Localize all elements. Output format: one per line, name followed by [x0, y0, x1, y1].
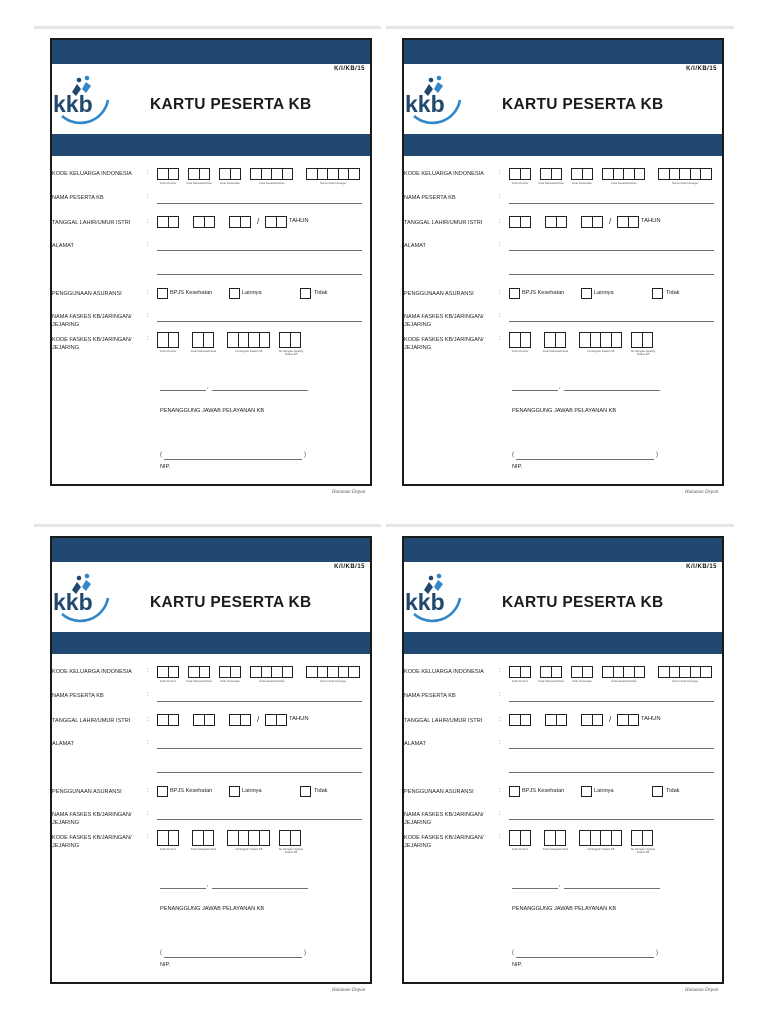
paren-open: ( [160, 950, 162, 956]
box-kecamatan[interactable] [571, 168, 592, 180]
colon: : [499, 194, 501, 200]
signature-line[interactable] [164, 957, 302, 958]
caption: Kode Desa/Kelurahan [611, 182, 637, 185]
paren-open: ( [512, 950, 514, 956]
caption: No Jaringan/ Jejaring Faskes KB [278, 848, 304, 854]
label-kode-faskes: KODE FASKES KB/JARINGAN/ JEJARING [52, 835, 132, 849]
label-nama-faskes: NAMA FASKES KB/JARINGAN/ JEJARING [52, 812, 132, 826]
box-desa[interactable] [602, 168, 644, 180]
nama-peserta-line[interactable] [157, 701, 362, 702]
box-provinsi[interactable] [509, 666, 530, 678]
caption: Kode Provinsi [511, 848, 528, 851]
caption: No Register Faskes KB [235, 848, 263, 851]
card-title: KARTU PESERTA KB [150, 96, 312, 113]
colon: : [147, 740, 149, 746]
colon: : [147, 717, 149, 723]
colon: : [147, 788, 149, 794]
caption: Kode Kabupaten/Kota [190, 848, 217, 851]
colon: : [499, 668, 501, 674]
date-line[interactable] [212, 390, 308, 391]
checkbox-tidak[interactable] [300, 786, 311, 797]
header-band [404, 538, 722, 562]
slash: / [257, 715, 260, 724]
label-tanggal-lahir: TANGGAL LAHIR/UMUR ISTRI [404, 220, 483, 226]
option-lainnya: Lainnya [594, 788, 614, 794]
box-faskes-kabupaten[interactable] [192, 830, 213, 846]
date-line[interactable] [212, 888, 308, 889]
box-bulan[interactable] [193, 216, 214, 228]
box-bulan[interactable] [545, 714, 566, 726]
box-nomor-keluarga[interactable] [306, 168, 359, 180]
caption: No Register Faskes KB [587, 350, 615, 353]
halaman-depan-label: Halaman Depan [685, 490, 719, 495]
page-separator-top-left [34, 26, 381, 29]
checkbox-tidak[interactable] [300, 288, 311, 299]
alamat-line-1[interactable] [509, 748, 714, 749]
caption: Kode Kabupaten/Kota [190, 350, 217, 353]
box-tahun-lahir[interactable] [581, 714, 602, 726]
paren-open: ( [160, 452, 162, 458]
logo-text: kkb [405, 589, 445, 615]
label-alamat: ALAMAT [404, 243, 426, 249]
caption: Kode Desa/Kelurahan [259, 680, 285, 683]
box-provinsi[interactable] [157, 666, 178, 678]
box-faskes-register[interactable] [579, 830, 621, 846]
form-code: K/I/KB/15 [686, 66, 717, 72]
colon: : [499, 336, 501, 342]
card-title: KARTU PESERTA KB [502, 594, 664, 611]
label-nama-peserta: NAMA PESERTA KB [404, 693, 456, 699]
caption: Kode Provinsi [159, 350, 176, 353]
box-faskes-provinsi[interactable] [157, 332, 178, 348]
option-bpjs: BPJS Kesehatan [170, 788, 213, 794]
kartu-peserta-kb-card [50, 536, 372, 984]
paren-close: ) [304, 950, 306, 956]
colon: : [499, 717, 501, 723]
comma: , [559, 882, 561, 888]
halaman-depan-label: Halaman Depan [332, 490, 366, 495]
checkbox-tidak[interactable] [652, 786, 663, 797]
alamat-line-1[interactable] [509, 250, 714, 251]
place-line[interactable] [160, 390, 206, 391]
caption: Nomor Kode Keluarga [672, 680, 698, 683]
place-line[interactable] [160, 888, 206, 889]
box-bulan[interactable] [545, 216, 566, 228]
box-kabupaten[interactable] [540, 168, 561, 180]
paren-open: ( [512, 452, 514, 458]
colon: : [499, 740, 501, 746]
paren-close: ) [304, 452, 306, 458]
caption: Kode Provinsi [511, 350, 528, 353]
section-band [404, 134, 722, 156]
option-bpjs: BPJS Kesehatan [522, 788, 565, 794]
label-nama-peserta: NAMA PESERTA KB [404, 195, 456, 201]
colon: : [147, 313, 149, 319]
option-bpjs: BPJS Kesehatan [522, 290, 565, 296]
box-desa[interactable] [250, 168, 292, 180]
box-tahun-lahir[interactable] [229, 714, 250, 726]
nip-label: NIP. [160, 464, 171, 470]
label-asuransi: PENGGUNAAN ASURANSI [52, 789, 122, 795]
caption: No Register Faskes KB [235, 350, 263, 353]
nama-peserta-line[interactable] [509, 701, 714, 702]
label-kode-faskes: KODE FASKES KB/JARINGAN/ JEJARING [404, 337, 484, 351]
box-provinsi[interactable] [509, 168, 530, 180]
form-code: K/I/KB/15 [686, 564, 717, 570]
colon: : [147, 811, 149, 817]
colon: : [147, 290, 149, 296]
signature-line[interactable] [164, 459, 302, 460]
caption: Kode Desa/Kelurahan [611, 680, 637, 683]
box-umur[interactable] [265, 216, 286, 228]
label-asuransi: PENGGUNAAN ASURANSI [404, 291, 474, 297]
checkbox-lainnya[interactable] [229, 786, 240, 797]
box-faskes-provinsi[interactable] [157, 830, 178, 846]
label-kode-keluarga: KODE KELUARGA INDONESIA [52, 669, 132, 675]
box-umur[interactable] [265, 714, 286, 726]
caption: Kode Provinsi [159, 680, 176, 683]
halaman-depan-label: Halaman Depan [685, 988, 719, 993]
caption: Kode Kabupaten/Kota [186, 182, 212, 185]
penanggung-jawab-label: PENANGGUNG JAWAB PELAYANAN KB [160, 906, 265, 912]
caption: No Jaringan/ Jejaring Faskes KB [630, 350, 656, 356]
box-tanggal[interactable] [509, 714, 530, 726]
nama-peserta-line[interactable] [509, 203, 714, 204]
comma: , [207, 882, 209, 888]
label-kode-faskes: KODE FASKES KB/JARINGAN/ JEJARING [52, 337, 132, 351]
option-tidak: Tidak [666, 788, 680, 794]
alamat-line-2[interactable] [509, 772, 714, 773]
label-alamat: ALAMAT [52, 243, 74, 249]
caption: Kode Kecamatan [572, 680, 592, 683]
option-tidak: Tidak [314, 290, 328, 296]
date-line[interactable] [564, 888, 660, 889]
colon: : [499, 811, 501, 817]
colon: : [147, 336, 149, 342]
label-asuransi: PENGGUNAAN ASURANSI [52, 291, 122, 297]
label-nama-peserta: NAMA PESERTA KB [52, 195, 104, 201]
option-lainnya: Lainnya [594, 290, 614, 296]
label-kode-keluarga: KODE KELUARGA INDONESIA [404, 171, 484, 177]
label-asuransi: PENGGUNAAN ASURANSI [404, 789, 474, 795]
label-nama-faskes: NAMA FASKES KB/JARINGAN/ JEJARING [52, 314, 132, 328]
box-tahun-lahir[interactable] [581, 216, 602, 228]
box-tahun-lahir[interactable] [229, 216, 250, 228]
nama-faskes-line[interactable] [509, 819, 714, 820]
paren-close: ) [656, 950, 658, 956]
label-kode-keluarga: KODE KELUARGA INDONESIA [404, 669, 484, 675]
penanggung-jawab-label: PENANGGUNG JAWAB PELAYANAN KB [512, 906, 617, 912]
header-band [404, 40, 722, 64]
box-kecamatan[interactable] [219, 168, 240, 180]
caption: No Jaringan/ Jejaring Faskes KB [278, 350, 304, 356]
box-kabupaten[interactable] [540, 666, 561, 678]
halaman-depan-label: Halaman Depan [332, 988, 366, 993]
nama-faskes-line[interactable] [157, 819, 362, 820]
slash: / [609, 217, 612, 226]
option-lainnya: Lainnya [242, 788, 262, 794]
box-kabupaten[interactable] [188, 666, 209, 678]
kartu-peserta-kb-card [50, 38, 372, 486]
kkb-logo [52, 564, 114, 630]
colon: : [147, 692, 149, 698]
caption: Kode Kecamatan [220, 182, 240, 185]
colon: : [147, 668, 149, 674]
form-code: K/I/KB/15 [334, 564, 365, 570]
box-faskes-provinsi[interactable] [509, 332, 530, 348]
colon: : [499, 692, 501, 698]
colon: : [499, 313, 501, 319]
page-separator-top-right [386, 26, 734, 29]
checkbox-bpjs[interactable] [157, 288, 168, 299]
header-band [52, 40, 370, 64]
card-title: KARTU PESERTA KB [150, 594, 312, 611]
caption: Kode Kabupaten/Kota [542, 350, 569, 353]
box-faskes-kabupaten[interactable] [544, 830, 565, 846]
colon: : [147, 242, 149, 248]
logo-text: kkb [53, 91, 93, 117]
place-line[interactable] [512, 390, 558, 391]
colon: : [499, 834, 501, 840]
tahun-label: TAHUN [641, 716, 661, 722]
tahun-label: TAHUN [289, 716, 309, 722]
checkbox-bpjs[interactable] [509, 786, 520, 797]
alamat-line-2[interactable] [509, 274, 714, 275]
colon: : [499, 290, 501, 296]
box-faskes-kabupaten[interactable] [544, 332, 565, 348]
caption: Nomor Kode Keluarga [320, 182, 346, 185]
page-separator-bottom-right [386, 524, 734, 527]
nama-faskes-line[interactable] [157, 321, 362, 322]
box-umur[interactable] [617, 714, 638, 726]
colon: : [499, 242, 501, 248]
box-faskes-jaringan[interactable] [631, 332, 652, 348]
nama-faskes-line[interactable] [509, 321, 714, 322]
kartu-peserta-kb-card [402, 536, 724, 984]
alamat-line-1[interactable] [157, 748, 362, 749]
tahun-label: TAHUN [641, 218, 661, 224]
nip-label: NIP. [512, 464, 523, 470]
option-tidak: Tidak [314, 788, 328, 794]
option-tidak: Tidak [666, 290, 680, 296]
caption: Kode Kecamatan [572, 182, 592, 185]
form-code: K/I/KB/15 [334, 66, 365, 72]
label-tanggal-lahir: TANGGAL LAHIR/UMUR ISTRI [52, 718, 131, 724]
label-nama-faskes: NAMA FASKES KB/JARINGAN/ JEJARING [404, 812, 484, 826]
box-faskes-jaringan[interactable] [279, 830, 300, 846]
label-alamat: ALAMAT [404, 741, 426, 747]
card-title: KARTU PESERTA KB [502, 96, 664, 113]
box-faskes-register[interactable] [227, 830, 269, 846]
date-line[interactable] [564, 390, 660, 391]
caption: Nomor Kode Keluarga [320, 680, 346, 683]
box-kabupaten[interactable] [188, 168, 209, 180]
box-desa[interactable] [250, 666, 292, 678]
caption: Kode Provinsi [511, 680, 528, 683]
label-kode-keluarga: KODE KELUARGA INDONESIA [52, 171, 132, 177]
box-provinsi[interactable] [157, 168, 178, 180]
box-faskes-provinsi[interactable] [509, 830, 530, 846]
checkbox-tidak[interactable] [652, 288, 663, 299]
option-lainnya: Lainnya [242, 290, 262, 296]
colon: : [499, 788, 501, 794]
colon: : [147, 219, 149, 225]
caption: Nomor Kode Keluarga [672, 182, 698, 185]
section-band [52, 134, 370, 156]
signature-line[interactable] [516, 957, 654, 958]
caption: No Jaringan/ Jejaring Faskes KB [630, 848, 656, 854]
box-kecamatan[interactable] [571, 666, 592, 678]
paren-close: ) [656, 452, 658, 458]
box-kecamatan[interactable] [219, 666, 240, 678]
caption: Kode Provinsi [159, 182, 176, 185]
box-faskes-jaringan[interactable] [279, 332, 300, 348]
kkb-logo [404, 66, 466, 132]
place-line[interactable] [512, 888, 558, 889]
slash: / [609, 715, 612, 724]
comma: , [207, 384, 209, 390]
slash: / [257, 217, 260, 226]
option-bpjs: BPJS Kesehatan [170, 290, 213, 296]
penanggung-jawab-label: PENANGGUNG JAWAB PELAYANAN KB [160, 408, 265, 414]
box-faskes-jaringan[interactable] [631, 830, 652, 846]
penanggung-jawab-label: PENANGGUNG JAWAB PELAYANAN KB [512, 408, 617, 414]
checkbox-lainnya[interactable] [581, 288, 592, 299]
caption: No Register Faskes KB [587, 848, 615, 851]
comma: , [559, 384, 561, 390]
checkbox-bpjs[interactable] [509, 288, 520, 299]
checkbox-bpjs[interactable] [157, 786, 168, 797]
caption: Kode Provinsi [511, 182, 528, 185]
caption: Kode Provinsi [159, 848, 176, 851]
box-faskes-register[interactable] [579, 332, 621, 348]
alamat-line-1[interactable] [157, 250, 362, 251]
box-tanggal[interactable] [157, 216, 178, 228]
box-faskes-kabupaten[interactable] [192, 332, 213, 348]
alamat-line-2[interactable] [157, 772, 362, 773]
label-tanggal-lahir: TANGGAL LAHIR/UMUR ISTRI [404, 718, 483, 724]
caption: Kode Desa/Kelurahan [259, 182, 285, 185]
header-band [52, 538, 370, 562]
tahun-label: TAHUN [289, 218, 309, 224]
box-faskes-register[interactable] [227, 332, 269, 348]
colon: : [147, 834, 149, 840]
box-nomor-keluarga[interactable] [658, 666, 711, 678]
checkbox-lainnya[interactable] [229, 288, 240, 299]
colon: : [147, 194, 149, 200]
caption: Kode Kabupaten/Kota [186, 680, 212, 683]
label-nama-faskes: NAMA FASKES KB/JARINGAN/ JEJARING [404, 314, 484, 328]
box-bulan[interactable] [193, 714, 214, 726]
alamat-line-2[interactable] [157, 274, 362, 275]
section-band [404, 632, 722, 654]
box-desa[interactable] [602, 666, 644, 678]
box-umur[interactable] [617, 216, 638, 228]
box-nomor-keluarga[interactable] [306, 666, 359, 678]
nama-peserta-line[interactable] [157, 203, 362, 204]
caption: Kode Kabupaten/Kota [538, 182, 564, 185]
box-nomor-keluarga[interactable] [658, 168, 711, 180]
label-kode-faskes: KODE FASKES KB/JARINGAN/ JEJARING [404, 835, 484, 849]
box-tanggal[interactable] [509, 216, 530, 228]
checkbox-lainnya[interactable] [581, 786, 592, 797]
label-tanggal-lahir: TANGGAL LAHIR/UMUR ISTRI [52, 220, 131, 226]
signature-line[interactable] [516, 459, 654, 460]
kkb-logo [404, 564, 466, 630]
label-alamat: ALAMAT [52, 741, 74, 747]
colon: : [499, 219, 501, 225]
colon: : [147, 170, 149, 176]
colon: : [499, 170, 501, 176]
box-tanggal[interactable] [157, 714, 178, 726]
nip-label: NIP. [512, 962, 523, 968]
caption: Kode Kabupaten/Kota [538, 680, 564, 683]
section-band [52, 632, 370, 654]
logo-text: kkb [405, 91, 445, 117]
caption: Kode Kecamatan [220, 680, 240, 683]
page-separator-bottom-left [34, 524, 381, 527]
caption: Kode Kabupaten/Kota [542, 848, 569, 851]
kkb-logo [52, 66, 114, 132]
label-nama-peserta: NAMA PESERTA KB [52, 693, 104, 699]
kartu-peserta-kb-card [402, 38, 724, 486]
logo-text: kkb [53, 589, 93, 615]
nip-label: NIP. [160, 962, 171, 968]
